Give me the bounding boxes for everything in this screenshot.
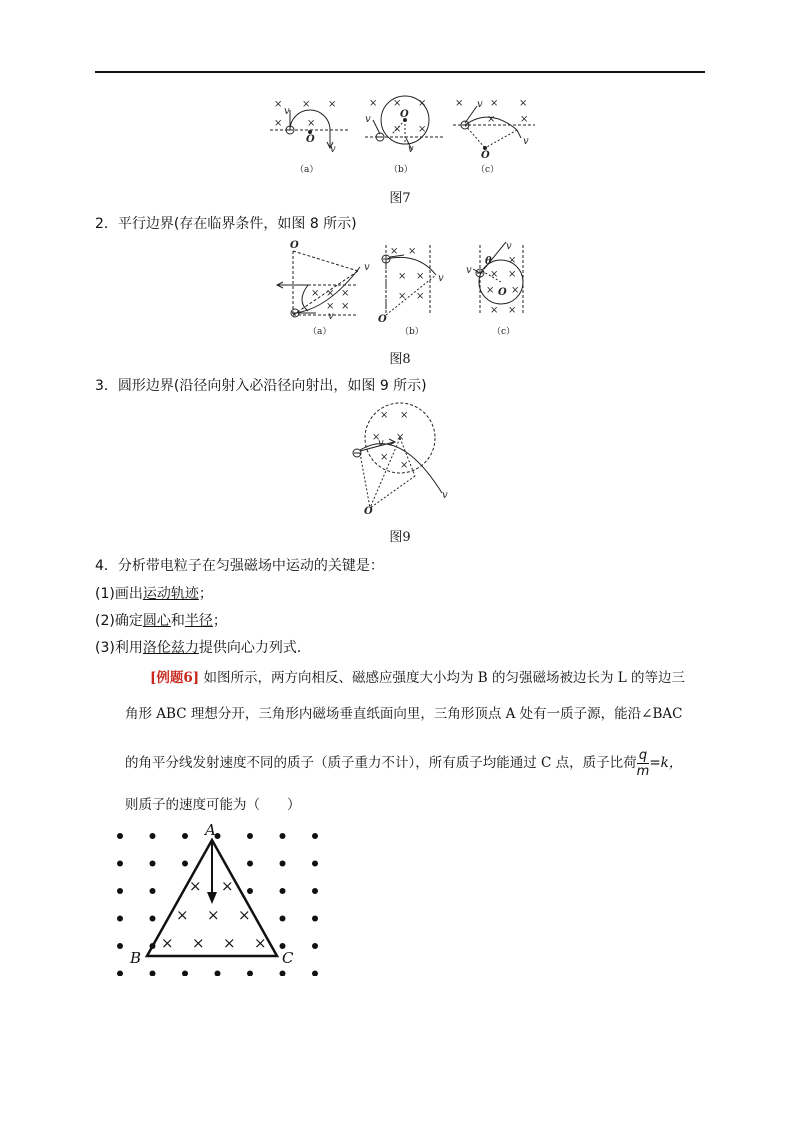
field-dot <box>247 861 253 867</box>
field-cross: × <box>238 906 251 924</box>
figure-9-caption: 图9 <box>389 530 411 545</box>
field-cross: × <box>176 906 189 924</box>
fig9-o-label: O <box>364 506 373 517</box>
fig7b-o-label: O <box>400 109 409 120</box>
field-dot <box>312 971 318 977</box>
triangle-figure <box>112 818 332 976</box>
vertex-c-label: C <box>282 949 294 967</box>
ratio-numerator: q <box>637 748 650 764</box>
field-cross: × <box>254 934 267 952</box>
fig7c-caption: （c） <box>476 165 500 175</box>
field-dot <box>150 833 156 839</box>
field-dot <box>117 943 123 949</box>
fig7b-cross: × <box>418 98 427 109</box>
field-dot <box>312 916 318 922</box>
fig9-cross: × <box>380 452 389 463</box>
fig8c-v-label: v <box>466 265 472 276</box>
field-dot <box>280 916 286 922</box>
figure-7-caption: 图7 <box>389 191 411 206</box>
field-cross: × <box>207 906 220 924</box>
sub-item-2 <box>95 610 227 630</box>
fig8c-v-label: v <box>506 241 512 252</box>
fig8a-cross: × <box>341 301 350 312</box>
fig8a-caption: （a） <box>308 327 332 337</box>
fig7c-cross: × <box>519 98 528 109</box>
field-dot <box>117 888 123 894</box>
item-3-circular-boundary: 3．圆形边界(沿径向射入必沿径向射出，如图 9 所示) <box>95 378 427 394</box>
field-cross: × <box>192 934 205 952</box>
example-text-3: 的角平分线发射速度不同的质子（质子重力不计），所有质子均能通过 C 点，质子比荷 <box>125 755 637 771</box>
fig7b-cross: × <box>369 98 378 109</box>
figure-9 <box>340 398 460 518</box>
fig8b-v-label: v <box>438 273 444 284</box>
field-cross: × <box>189 877 202 895</box>
fig7c-v-label: v <box>523 136 529 147</box>
fig8b-cross: × <box>390 246 399 257</box>
field-dot <box>280 833 286 839</box>
field-dot <box>312 888 318 894</box>
fig7a-caption: （a） <box>295 165 319 175</box>
field-dot <box>117 916 123 922</box>
example-text-1: 如图所示，两方向相反、磁感应强度大小均为 B 的匀强磁场被边长为 L 的等边三 <box>203 670 686 686</box>
fig8c-theta-label: θ <box>485 256 492 267</box>
fig8b-cross: × <box>408 246 417 257</box>
fig7b-v-label: v <box>408 144 414 155</box>
fig8b-cross: × <box>416 271 425 282</box>
fig7a-cross: × <box>302 99 311 110</box>
vertex-b-label: B <box>130 949 142 967</box>
field-dot <box>117 861 123 867</box>
figure-7 <box>265 92 545 180</box>
figure-8 <box>268 237 538 340</box>
field-dot <box>280 971 286 977</box>
sub1-keyword: 运动轨迹 <box>142 586 199 602</box>
fig7a-o-label: O <box>306 134 315 145</box>
fig7c-o-label: O <box>481 150 490 161</box>
figure-8-caption: 图8 <box>389 352 411 367</box>
field-dot <box>312 943 318 949</box>
field-cross: × <box>221 877 234 895</box>
fig8a-o-label: O <box>290 240 299 251</box>
example-6-line-3 <box>125 748 682 779</box>
fig8a-v-label: v <box>328 311 334 322</box>
fig8b-o-label: O <box>378 314 387 325</box>
sub-item-1 <box>95 583 213 603</box>
sub2-keyword-radius: 半径 <box>184 613 213 629</box>
field-dot <box>312 833 318 839</box>
fig8c-cross: × <box>508 305 517 316</box>
fig9-cross: × <box>372 432 381 443</box>
field-dot <box>150 861 156 867</box>
ratio-denominator: m <box>636 764 650 779</box>
fig8b-caption: （b） <box>400 327 424 337</box>
field-dot <box>247 888 253 894</box>
fig7c-v-label: v <box>477 99 483 110</box>
field-dot <box>280 861 286 867</box>
field-dot <box>247 971 253 977</box>
sub2-prefix: (2)确定 <box>95 613 143 629</box>
field-dot <box>117 971 123 977</box>
field-dot <box>312 861 318 867</box>
fig8a-cross: × <box>311 288 320 299</box>
fig9-cross: × <box>380 410 389 421</box>
example-6-line-1 <box>150 666 685 686</box>
fig7a-cross: × <box>328 99 337 110</box>
item-4-key-points: 4．分析带电粒子在匀强磁场中运动的关键是： <box>95 558 384 574</box>
header-rule <box>95 71 705 73</box>
fig9-v-label: v <box>442 490 448 501</box>
field-dot <box>215 971 221 977</box>
example-6-line-4: 则质子的速度可能为（ ） <box>125 797 301 813</box>
fig7a-cross: × <box>307 118 316 129</box>
sub3-suffix: 提供向心力列式． <box>198 640 311 656</box>
field-dot <box>182 861 188 867</box>
fig7a-cross: × <box>274 99 283 110</box>
fig8c-o-label: O <box>498 287 507 298</box>
field-dot <box>182 971 188 977</box>
fig9-cross: × <box>400 460 409 471</box>
field-cross: × <box>223 934 236 952</box>
sub1-suffix: ； <box>198 586 213 602</box>
sub2-keyword-center: 圆心 <box>142 613 171 629</box>
example-6-line-2: 角形 ABC 理想分开，三角形内磁场垂直纸面向里，三角形顶点 A 处有一质子源，能沿∠BAC <box>125 706 683 722</box>
example-tag: [例题6] <box>150 670 200 686</box>
fig8a-cross: × <box>341 288 350 299</box>
fig8c-cross: × <box>508 255 517 266</box>
sub-item-3 <box>95 637 311 657</box>
fig7a-v-label: v <box>284 106 290 117</box>
fig8c-cross: × <box>490 269 499 280</box>
field-dot <box>150 916 156 922</box>
field-cross: × <box>161 934 174 952</box>
fig7c-cross: × <box>455 98 464 109</box>
fig7a-v-label: v <box>330 144 336 155</box>
fig7b-cross: × <box>393 98 402 109</box>
fig7c-cross: × <box>490 98 499 109</box>
fig8c-cross: × <box>511 285 520 296</box>
fig8c-cross: × <box>486 285 495 296</box>
fig9-cross: × <box>400 410 409 421</box>
fig7c-cross: × <box>520 114 529 125</box>
sub1-prefix: (1)画出 <box>95 586 143 602</box>
sub3-keyword: 洛伦兹力 <box>142 640 199 656</box>
ratio-value: =k， <box>649 755 683 771</box>
fig8c-caption: （c） <box>492 327 516 337</box>
sub2-suffix: ； <box>212 613 227 629</box>
field-dot <box>117 833 123 839</box>
fig8c-cross: × <box>508 269 517 280</box>
fig8a-v-label: v <box>364 262 370 273</box>
fig8a-cross: × <box>326 301 335 312</box>
fig7b-v-label: v <box>365 114 371 125</box>
fig7b-caption: （b） <box>389 165 413 175</box>
field-dot <box>182 833 188 839</box>
field-dot <box>150 888 156 894</box>
fig7a-cross: × <box>274 118 283 129</box>
fig8b-cross: × <box>398 271 407 282</box>
fig8b-cross: × <box>398 291 407 302</box>
fig9-cross: × <box>396 432 405 443</box>
field-dot <box>247 833 253 839</box>
item-2-parallel-boundary: 2．平行边界(存在临界条件，如图 8 所示) <box>95 216 357 232</box>
velocity-arrowhead <box>207 892 217 904</box>
fig8b-cross: × <box>416 291 425 302</box>
fig8a-cross: × <box>326 288 335 299</box>
fig8c-cross: × <box>490 305 499 316</box>
fig7c-cross: × <box>487 114 496 125</box>
field-dot <box>280 888 286 894</box>
sub3-prefix: (3)利用 <box>95 640 143 656</box>
charge-mass-ratio <box>637 748 650 779</box>
fig7b-cross: × <box>418 124 427 135</box>
fig9-v-label: v <box>378 438 384 449</box>
fig7b-cross: × <box>393 124 402 135</box>
field-dot <box>150 971 156 977</box>
vertex-a-label: A <box>205 821 216 839</box>
sub2-conj: 和 <box>170 613 185 629</box>
